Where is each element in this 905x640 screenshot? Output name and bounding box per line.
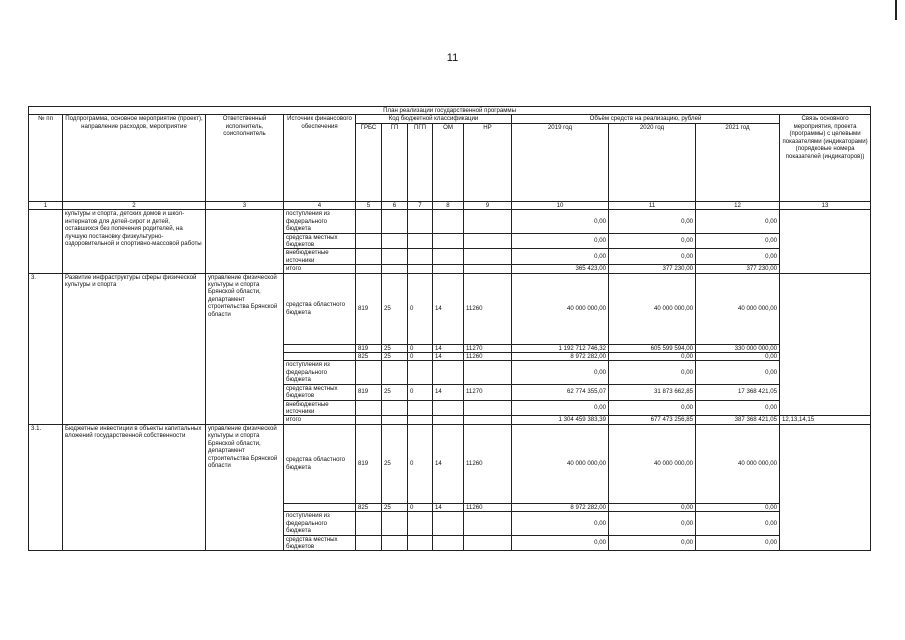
column-number: 9 (464, 201, 512, 209)
amount-2020: 377 230,00 (609, 265, 696, 273)
amount-2021: 17 368 421,05 (696, 384, 780, 400)
nr-cell (464, 233, 512, 249)
link-cell (780, 273, 871, 416)
amount-2021: 40 000 000,00 (696, 424, 780, 503)
header-responsible: Ответственный исполнитель, соисполнитель (206, 115, 284, 201)
pgp-cell: 0 (408, 273, 433, 344)
pgp-cell (408, 233, 433, 249)
amount-2020: 0,00 (609, 512, 696, 535)
nr-cell (464, 265, 512, 273)
pgp-cell (408, 535, 433, 551)
nr-cell: 11260 (464, 273, 512, 344)
column-number: 10 (512, 201, 609, 209)
amount-2020: 0,00 (609, 503, 696, 511)
pgp-cell: 0 (408, 353, 433, 361)
pgp-cell (408, 416, 433, 424)
nr-cell: 11260 (464, 503, 512, 511)
column-number: 1 (29, 201, 63, 209)
grbs-cell: 819 (356, 424, 382, 503)
grbs-cell (356, 265, 382, 273)
nr-cell: 11260 (464, 424, 512, 503)
responsible-cell: управление физической культуры и спорта Брянской области, департамент строительства Брянской области (206, 424, 284, 551)
amount-2020: 0,00 (609, 353, 696, 361)
amount-2019: 0,00 (512, 535, 609, 551)
header-link: Связь основного мероприятия, проекта (программы) с целевыми показателями (индикаторами) (порядковые номера показателей (индикаторов)) (780, 115, 871, 201)
indicator-link: 12,13,14,15 (780, 416, 871, 424)
column-number: 5 (356, 201, 382, 209)
amount-2019: 0,00 (512, 512, 609, 535)
amount-2020: 40 000 000,00 (609, 424, 696, 503)
measure-name: культуры и спорта, детских домов и школ-интернатов для детей-сирот и детей, оставшихся без попечения родителей, на лучшую постановку физкультурно-оздоровительной и спортивно-массовой работы (63, 210, 206, 273)
amount-2021: 40 000 000,00 (696, 273, 780, 344)
amount-2021: 0,00 (696, 361, 780, 384)
amount-2019: 365 423,00 (512, 265, 609, 273)
amount-2021: 330 000 000,00 (696, 344, 780, 352)
column-number: 12 (696, 201, 780, 209)
gp-cell (382, 265, 408, 273)
grbs-cell (356, 233, 382, 249)
funding-source (284, 503, 356, 511)
pgp-cell (408, 361, 433, 384)
column-number: 6 (382, 201, 408, 209)
amount-2019: 62 774 355,07 (512, 384, 609, 400)
header-num: № пп (29, 115, 63, 201)
gp-cell: 25 (382, 384, 408, 400)
funding-source: внебюджетные источники (284, 249, 356, 265)
gp-cell (382, 512, 408, 535)
om-cell (433, 210, 464, 233)
amount-2019: 8 972 282,00 (512, 503, 609, 511)
column-number: 7 (408, 201, 433, 209)
header-2019: 2019 год (512, 123, 609, 201)
page-number: 11 (446, 52, 459, 64)
amount-2020: 0,00 (609, 400, 696, 416)
header-grbs: ГРБС (356, 123, 382, 201)
amount-2019: 1 304 459 383,39 (512, 416, 609, 424)
measure-name: Бюджетные инвестиции в объекты капитальных вложений государственной собственности (63, 424, 206, 551)
amount-2020: 0,00 (609, 361, 696, 384)
amount-2019: 40 000 000,00 (512, 273, 609, 344)
om-cell: 14 (433, 424, 464, 503)
gp-cell (382, 416, 408, 424)
gp-cell: 25 (382, 503, 408, 511)
funding-source: средства областного бюджета (284, 424, 356, 503)
om-cell (433, 535, 464, 551)
header-nr: НР (464, 123, 512, 201)
amount-2019: 0,00 (512, 249, 609, 265)
header-source: Источник финансового обеспечения (284, 115, 356, 201)
header-2020: 2020 год (609, 123, 696, 201)
amount-2019: 0,00 (512, 361, 609, 384)
amount-2021: 0,00 (696, 400, 780, 416)
column-number: 2 (63, 201, 206, 209)
funding-source: итого (284, 265, 356, 273)
funding-source: поступления из федерального бюджета (284, 361, 356, 384)
pgp-cell (408, 512, 433, 535)
amount-2021: 377 230,00 (696, 265, 780, 273)
grbs-cell: 819 (356, 384, 382, 400)
om-cell: 14 (433, 344, 464, 352)
amount-2020: 605 599 594,00 (609, 344, 696, 352)
pgp-cell (408, 400, 433, 416)
om-cell: 14 (433, 503, 464, 511)
om-cell (433, 416, 464, 424)
funding-source: итого (284, 416, 356, 424)
om-cell (433, 512, 464, 535)
nr-cell (464, 210, 512, 233)
pgp-cell: 0 (408, 503, 433, 511)
grbs-cell: 825 (356, 353, 382, 361)
amount-2020: 677 473 256,85 (609, 416, 696, 424)
measure-name: Развитие инфраструктуры сферы физической культуры и спорта (63, 273, 206, 424)
row-num-cell: 3.1. (29, 424, 63, 551)
grbs-cell (356, 210, 382, 233)
funding-source: внебюджетные источники (284, 400, 356, 416)
amount-2020: 0,00 (609, 210, 696, 233)
row-num-cell (29, 210, 63, 273)
table-row (29, 273, 871, 344)
link-cell (780, 210, 871, 273)
funding-source: средства местных бюджетов (284, 535, 356, 551)
gp-cell (382, 535, 408, 551)
gp-cell (382, 361, 408, 384)
om-cell: 14 (433, 353, 464, 361)
responsible-cell (206, 210, 284, 273)
amount-2021: 387 368 421,05 (696, 416, 780, 424)
om-cell: 14 (433, 273, 464, 344)
amount-2020: 0,00 (609, 249, 696, 265)
amount-2021: 0,00 (696, 503, 780, 511)
gp-cell (382, 233, 408, 249)
pgp-cell (408, 265, 433, 273)
grbs-cell (356, 361, 382, 384)
header-om: ОМ (433, 123, 464, 201)
om-cell: 14 (433, 384, 464, 400)
amount-2019: 0,00 (512, 210, 609, 233)
scan-edge-mark (895, 0, 897, 20)
gp-cell: 25 (382, 424, 408, 503)
gp-cell: 25 (382, 273, 408, 344)
pgp-cell (408, 249, 433, 265)
funding-source: поступления из федерального бюджета (284, 512, 356, 535)
column-number: 3 (206, 201, 284, 209)
amount-2020: 0,00 (609, 535, 696, 551)
funding-source: средства местных бюджетов (284, 233, 356, 249)
grbs-cell: 819 (356, 344, 382, 352)
header-gp: ГП (382, 123, 408, 201)
row-num-cell: 3. (29, 273, 63, 424)
grbs-cell (356, 249, 382, 265)
nr-cell (464, 535, 512, 551)
nr-cell: 11260 (464, 353, 512, 361)
amount-2021: 0,00 (696, 210, 780, 233)
column-number: 11 (609, 201, 696, 209)
grbs-cell (356, 512, 382, 535)
table-row (29, 210, 871, 233)
pgp-cell: 0 (408, 424, 433, 503)
header-budget-code-group: Код бюджетной классификации (356, 115, 512, 123)
amount-2021: 0,00 (696, 535, 780, 551)
plan-title: План реализации государственной программы (29, 107, 871, 115)
program-plan-table (28, 106, 871, 551)
table-row (29, 424, 871, 503)
gp-cell (382, 249, 408, 265)
header-2021: 2021 год (696, 123, 780, 201)
funding-source: средства местных бюджетов (284, 384, 356, 400)
amount-2019: 40 000 000,00 (512, 424, 609, 503)
grbs-cell: 819 (356, 273, 382, 344)
nr-cell: 11270 (464, 384, 512, 400)
gp-cell: 25 (382, 353, 408, 361)
funding-source: средства областного бюджета (284, 273, 356, 344)
header-pgp: ПГП (408, 123, 433, 201)
grbs-cell (356, 400, 382, 416)
funding-source (284, 344, 356, 352)
column-number: 13 (780, 201, 871, 209)
gp-cell: 25 (382, 344, 408, 352)
om-cell (433, 233, 464, 249)
om-cell (433, 400, 464, 416)
amount-2021: 0,00 (696, 353, 780, 361)
om-cell (433, 265, 464, 273)
amount-2021: 0,00 (696, 233, 780, 249)
column-number: 8 (433, 201, 464, 209)
responsible-cell: управление физической культуры и спорта Брянской области, департамент строительства Брянской области (206, 273, 284, 424)
pgp-cell: 0 (408, 384, 433, 400)
gp-cell (382, 210, 408, 233)
nr-cell (464, 400, 512, 416)
gp-cell (382, 400, 408, 416)
om-cell (433, 249, 464, 265)
funding-source: поступления из федерального бюджета (284, 210, 356, 233)
nr-cell (464, 249, 512, 265)
nr-cell: 11270 (464, 344, 512, 352)
pgp-cell: 0 (408, 344, 433, 352)
link-cell (780, 424, 871, 551)
grbs-cell: 825 (356, 503, 382, 511)
nr-cell (464, 512, 512, 535)
amount-2019: 0,00 (512, 400, 609, 416)
header-subprogram: Подпрограмма, основное мероприятие (проект), направление расходов, мероприятие (63, 115, 206, 201)
funding-source (284, 353, 356, 361)
nr-cell (464, 416, 512, 424)
nr-cell (464, 361, 512, 384)
om-cell (433, 361, 464, 384)
amount-2020: 0,00 (609, 233, 696, 249)
amount-2020: 40 000 000,00 (609, 273, 696, 344)
grbs-cell (356, 416, 382, 424)
pgp-cell (408, 210, 433, 233)
header-volume-group: Объём средств на реализацию, рублей (512, 115, 780, 123)
amount-2020: 31 873 662,85 (609, 384, 696, 400)
column-number-row (29, 201, 871, 209)
column-number: 4 (284, 201, 356, 209)
amount-2019: 1 192 712 746,32 (512, 344, 609, 352)
amount-2019: 8 972 282,00 (512, 353, 609, 361)
grbs-cell (356, 535, 382, 551)
amount-2021: 0,00 (696, 249, 780, 265)
amount-2021: 0,00 (696, 512, 780, 535)
amount-2019: 0,00 (512, 233, 609, 249)
